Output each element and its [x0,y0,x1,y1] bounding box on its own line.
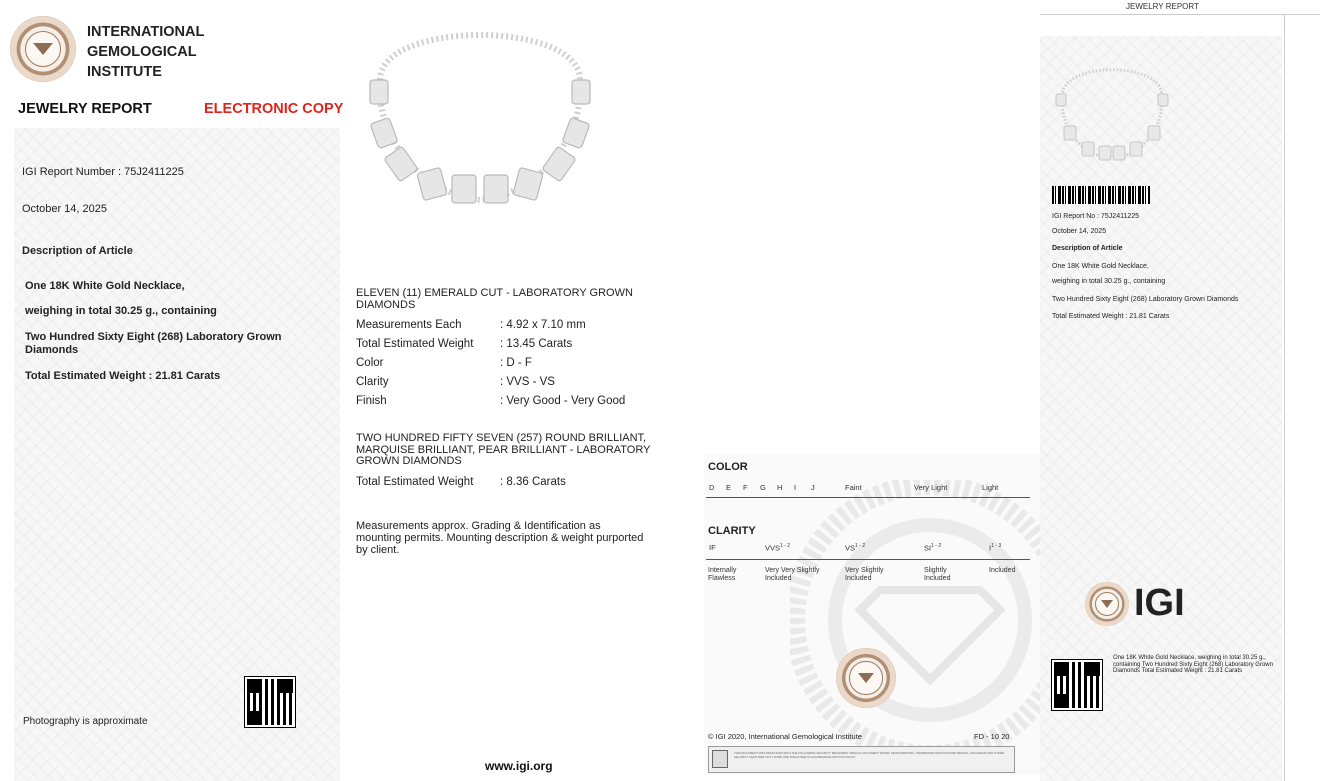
description-line: One 18K White Gold Necklace, [25,280,185,292]
photo-note: Photography is approximate [23,716,148,727]
color-letter: I [794,483,797,492]
qr-code[interactable] [245,677,295,727]
report-number: IGI Report Number : 75J2411225 [22,166,184,178]
group1-title: ELEVEN (11) EMERALD CUT - LABORATORY GROWN DIAMONDS [356,287,633,311]
right-description-line: weighing in total 30.25 g., containing [1052,278,1166,285]
color-scale-divider [706,497,1030,498]
right-report-number: IGI Report No : 75J2411225 [1052,213,1140,220]
right-border [1284,14,1285,781]
group2-title: TWO HUNDRED FIFTY SEVEN (257) ROUND BRILLIANT, MARQUISE BRILLIANT, PEAR BRILLIANT - LABORATORY GROWN DIAMONDS [356,432,651,467]
description-line: weighing in total 30.25 g., containing [25,305,217,317]
right-total-weight: Total Estimated Weight : 21.81 Carats [1052,313,1170,320]
clarity-desc: Internally Flawless [708,567,737,582]
necklace-image [360,10,600,210]
spec-value: : D - F [500,357,532,369]
right-header: JEWELRY REPORT [1126,2,1199,11]
description-heading: Description of Article [22,245,133,257]
clarity-scale-divider [706,559,1030,560]
color-letter: H [777,483,783,492]
spec-label: Clarity [356,376,389,388]
spec-label: Color [356,357,384,369]
spec-label: Measurements Each [356,319,462,331]
security-text: THIS DOCUMENT WAS PRODUCED WITH THE FOLLOWING SECURITY MEASURES: SPECIAL DOCUMENT PAPER, MICROPRINTING, WATERMARK BACKGROUND DESIGN, HOLOGRAM AND OTHER SECURITY FEATURES NOT LISTED AND DISCLOSED IN ACCORDANCE WITH IGI POLICY [734,751,1005,759]
spec-value: : 8.36 Carats [500,476,566,488]
barcode [1052,186,1150,204]
right-description-line: Two Hundred Sixty Eight (268) Laboratory Grown Diamonds [1052,296,1239,303]
right-date: October 14, 2025 [1052,228,1107,235]
spec-row [356,376,625,395]
website-link[interactable]: www.igi.org [485,759,553,773]
color-letters [709,483,829,492]
clarity-desc: Very Very Slightly Included [765,567,820,582]
clarity-code-sup: 1 - 3 [991,543,1002,549]
spec-label: Total Estimated Weight [356,338,474,350]
color-letter: E [726,483,732,492]
description-line: Two Hundred Sixty Eight (268) Laboratory Grown Diamonds [25,331,282,356]
clarity-code-base: IF [709,543,716,552]
spec-row [356,357,625,376]
org-name-line: GEMOLOGICAL [87,44,197,60]
clarity-code [845,543,865,553]
clarity-code-base: VS [845,543,856,553]
clarity-code-base: VVS [765,543,781,553]
org-name-line: INTERNATIONAL [87,24,205,40]
group1-table [356,319,625,414]
org-name-line: INSTITUTE [87,64,162,80]
color-letter: J [811,483,815,492]
report-type: JEWELRY REPORT [18,101,152,117]
clarity-desc: Slightly Included [924,567,951,582]
spec-label: Total Estimated Weight [356,476,474,488]
clarity-scale-title: CLARITY [708,525,756,537]
igi-logo-icon [1085,582,1129,626]
report-date: October 14, 2025 [22,203,108,215]
color-letter: F [743,483,748,492]
clarity-code [989,543,1001,553]
clarity-code [765,543,790,553]
spec-row [356,395,625,414]
spec-label: Finish [356,395,387,407]
right-summary: One 18K White Gold Necklace, weighing in total 30.25 g., containing Two Hundred Sixty Eight (268) Laboratory Grown Diamonds Total Estimated Weight : 21.81 Carats [1113,655,1273,674]
clarity-code-sup: 1 - 2 [931,543,942,549]
copyright: © IGI 2020, International Gemological Institute [708,732,862,741]
color-scale-title: COLOR [708,461,748,473]
right-qr-code[interactable] [1052,660,1102,710]
clarity-code-sup: 1 - 2 [855,543,866,549]
color-grade: Light [982,483,999,492]
clarity-code-sup: 1 - 2 [780,543,791,549]
clarity-desc: Very Slightly Included [845,567,884,582]
igi-logo-text: IGI [1134,582,1185,624]
spec-row [356,319,625,338]
color-letter: G [760,483,766,492]
electronic-copy-label: ELECTRONIC COPY [204,101,344,117]
spec-row [356,476,566,488]
igi-seal-icon [10,16,76,82]
clarity-code [924,543,941,553]
spec-value: : 13.45 Carats [500,338,573,350]
igi-watermark-seal-icon [790,480,1070,760]
color-grade: Faint [845,483,862,492]
right-description-heading: Description of Article [1052,245,1123,252]
top-border [1040,14,1320,15]
color-grade: Very Light [914,483,948,492]
right-description-line: One 18K White Gold Necklace, [1052,263,1149,270]
total-weight: Total Estimated Weight : 21.81 Carats [25,370,221,382]
lock-icon [712,750,728,768]
clarity-code [709,543,716,552]
spec-row [356,338,625,357]
form-code: FD - 10 20 [974,732,1010,741]
igi-seal-icon [836,648,896,708]
color-letter: D [709,483,715,492]
org-name [87,22,204,82]
clarity-code-base: SI [924,543,932,553]
necklace-thumbnail [1052,56,1172,166]
spec-value: : Very Good - Very Good [500,395,626,407]
measurement-note: Measurements approx. Grading & Identification as mounting permits. Mounting description & weight purported by client. [356,520,644,556]
spec-value: : 4.92 x 7.10 mm [500,319,586,331]
clarity-desc: Included [989,567,1016,574]
spec-value: : VVS - VS [500,376,555,388]
clarity-code-base: I [989,543,992,553]
